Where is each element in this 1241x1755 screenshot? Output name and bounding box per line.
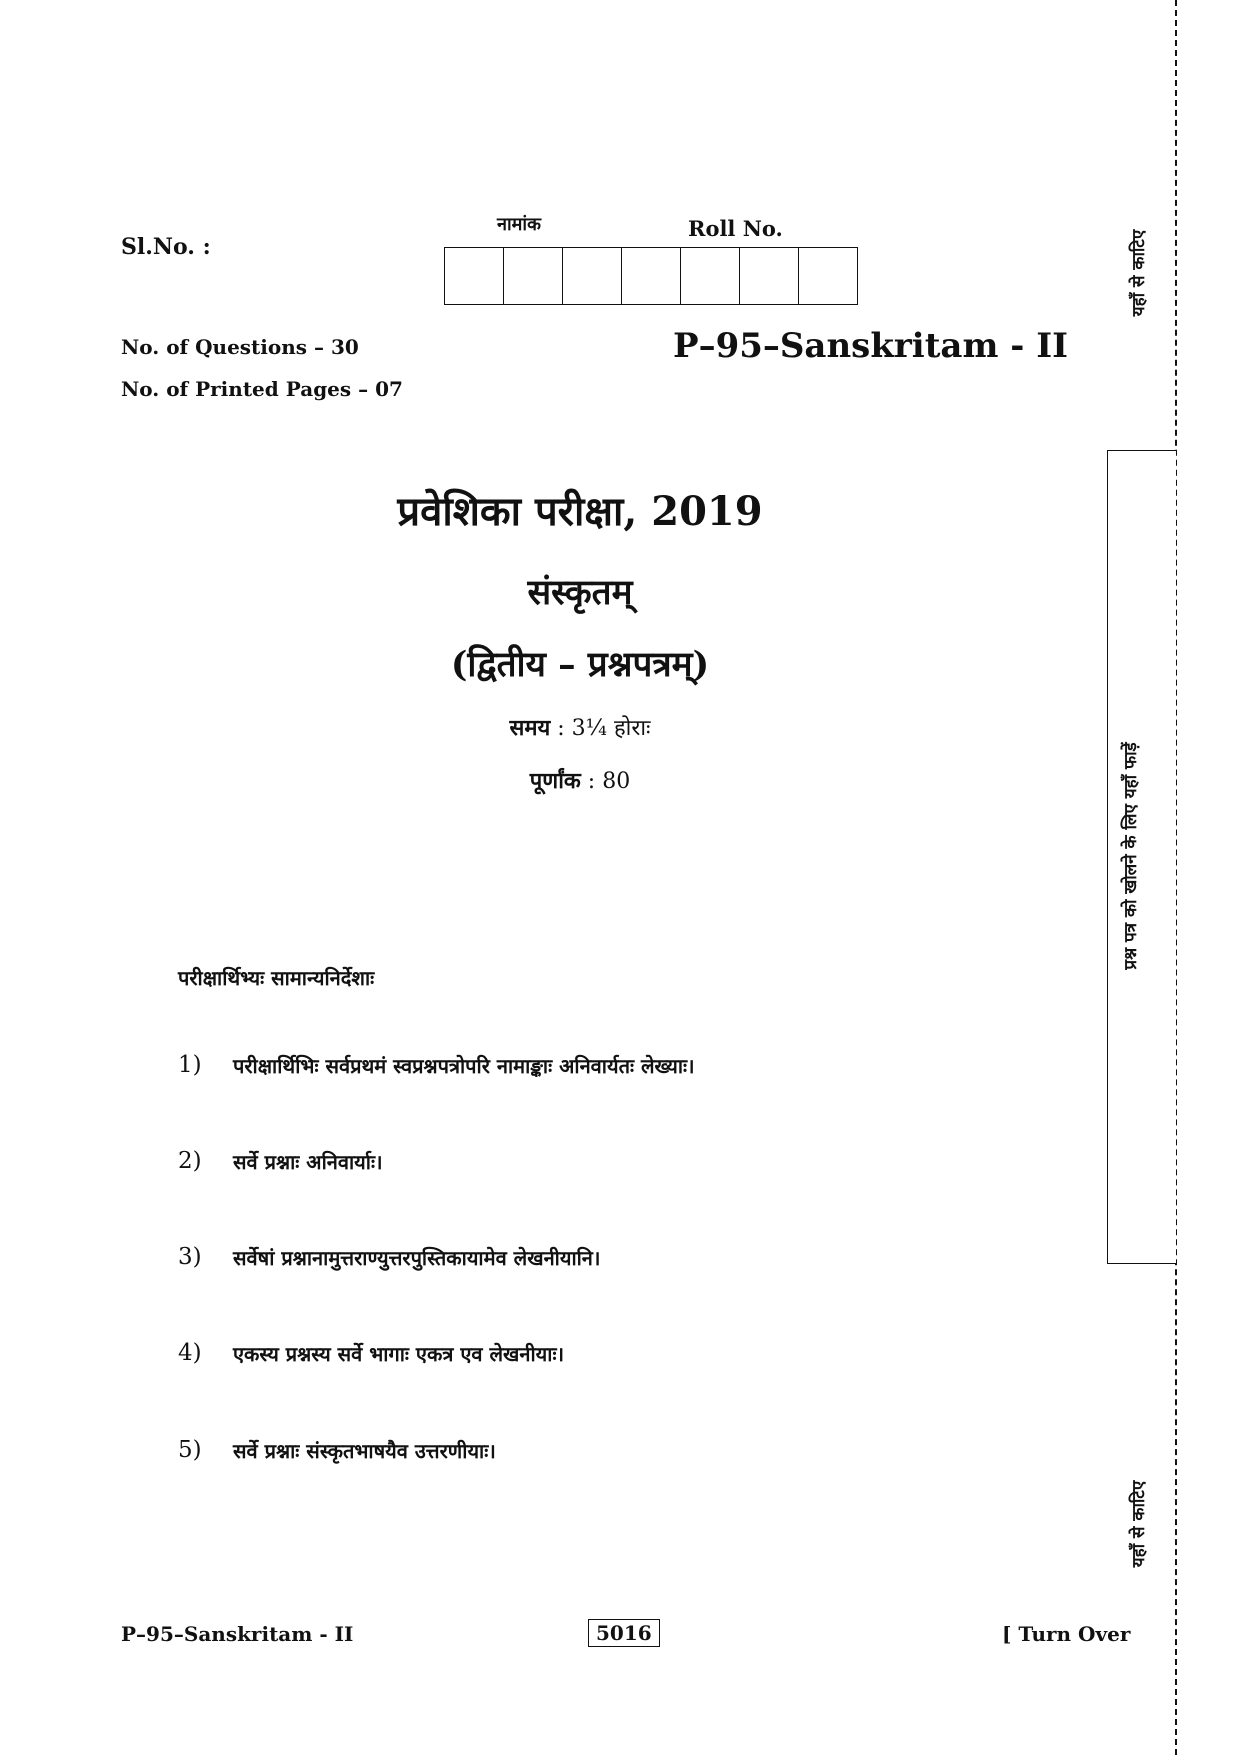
instruction-text: सर्वे प्रश्नाः अनिवार्याः। [233,1150,383,1174]
instruction-item [178,1437,496,1464]
instructions-heading: परीक्षार्थिभ्यः सामान्यनिर्देशाः [178,966,375,990]
instruction-text: सर्वेषां प्रश्नानामुत्तराण्युत्तरपुस्तिकायामेव लेखनीयानि। [233,1246,601,1270]
instruction-number: 5) [178,1437,202,1463]
marks-label: पूर्णांक [529,768,581,794]
roll-number-label: Roll No. [688,216,783,241]
namank-label: नामांक [497,214,541,235]
paper-code: P–95–Sanskritam - II [673,326,1069,366]
roll-digit-box[interactable] [563,248,622,304]
subject-title: संस्कृतम् [527,572,633,613]
footer-booklet-number: 5016 [588,1619,660,1647]
instruction-text: परीक्षार्थिभिः सर्वप्रथमं स्वप्रश्नपत्रोपरि नामाङ्काः अनिवार्यतः लेख्याः। [233,1054,695,1078]
paper-title: (द्वितीय – प्रश्नपत्रम्) [450,644,710,685]
roll-digit-box[interactable] [445,248,504,304]
instruction-item [178,1052,695,1079]
footer-paper-code: P–95–Sanskritam - II [121,1622,354,1646]
time-value: : 3¼ होराः [557,716,651,741]
roll-digit-box[interactable] [622,248,681,304]
maximum-marks [0,765,1160,795]
number-of-questions: No. of Questions – 30 [121,335,359,359]
tear-here-label: प्रश्न पत्र को खोलने के लिए यहाँ फाड़ें [1121,742,1141,970]
instruction-item [178,1340,564,1367]
roll-digit-box[interactable] [681,248,740,304]
cut-here-top-label: यहाँ से काटिए [1129,229,1149,317]
roll-digit-box[interactable] [740,248,799,304]
exam-title: प्रवेशिका परीक्षा, 2019 [397,488,763,535]
serial-number-label: Sl.No. : [121,234,211,260]
instruction-text: एकस्य प्रश्नस्य सर्वे भागाः एकत्र एव लेखनीयाः। [233,1342,565,1366]
time-label: समय [509,715,551,741]
roll-digit-box[interactable] [504,248,563,304]
cut-here-bottom-label: यहाँ से काटिए [1129,1480,1149,1568]
instruction-number: 3) [178,1244,202,1270]
instruction-number: 4) [178,1340,202,1366]
instruction-item [178,1148,383,1175]
instruction-number: 1) [178,1052,202,1078]
instruction-item [178,1244,601,1271]
instruction-number: 2) [178,1148,202,1174]
time-allowed [0,712,1160,742]
instruction-text: सर्वे प्रश्नाः संस्कृतभाषयैव उत्तरणीयाः। [233,1439,496,1463]
roll-digit-box[interactable] [799,248,857,304]
marks-value: : 80 [587,769,631,794]
turn-over-label: [ Turn Over [1002,1622,1131,1646]
number-of-printed-pages: No. of Printed Pages – 07 [121,377,403,401]
roll-number-boxes[interactable] [444,247,858,305]
